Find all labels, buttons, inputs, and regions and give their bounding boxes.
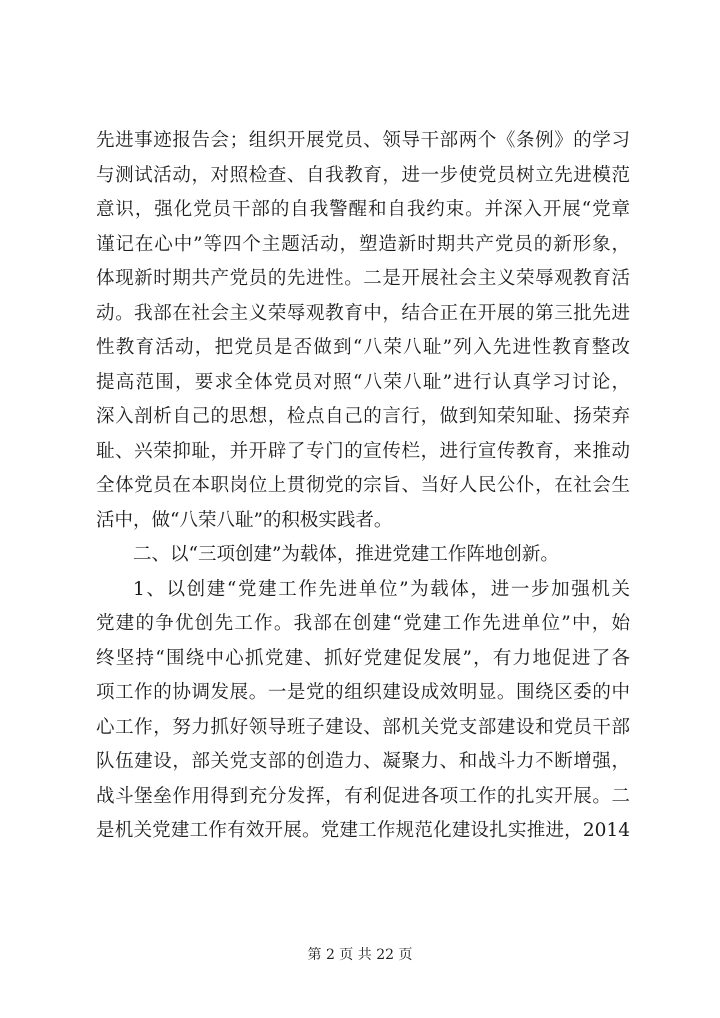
text-line: 全体党员在本职岗位上贯彻党的宗旨、当好人民公仆，在社会生 bbox=[96, 475, 630, 496]
text-line: 党建的争优创先工作。我部在创建“党建工作先进单位”中，始 bbox=[96, 613, 630, 634]
text-line: 动。我部在社会主义荣辱观教育中，结合正在开展的第三批先进 bbox=[96, 302, 630, 324]
text-line: 先进事迹报告会；组织开展党员、领导干部两个《条例》的学习 bbox=[96, 130, 630, 151]
text-line: 队伍建设，部关党支部的创造力、凝聚力、和战斗力不断增强， bbox=[96, 751, 630, 772]
section-heading: 二、以“三项创建”为载体，推进党建工作阵地创新。 bbox=[133, 544, 559, 565]
text-line: 终坚持“围绕中心抓党建、抓好党建促发展”，有力地促进了各 bbox=[96, 647, 630, 669]
text-line: 活中，做“八荣八耻”的积极实践者。 bbox=[96, 509, 393, 531]
text-line: 耻、兴荣抑耻，并开辟了专门的宣传栏，进行宣传教育，来推动 bbox=[96, 440, 630, 462]
body-text bbox=[96, 124, 630, 849]
text-line: 是机关党建工作有效开展。党建工作规范化建设扎实推进，2014 bbox=[96, 820, 630, 841]
text-line: 意识，强化党员干部的自我警醒和自我约束。并深入开展“党章 bbox=[96, 199, 630, 220]
text-line: 心工作，努力抓好领导班子建设、部机关党支部建设和党员干部 bbox=[96, 716, 630, 738]
text-line: 项工作的协调发展。一是党的组织建设成效明显。围绕区委的中 bbox=[96, 682, 630, 703]
text-line: 体现新时期共产党员的先进性。二是开展社会主义荣辱观教育活 bbox=[96, 268, 630, 289]
text-line: 战斗堡垒作用得到充分发挥，有利促进各项工作的扎实开展。二 bbox=[96, 785, 630, 807]
text-line: 与测试活动，对照检查、自我教育，进一步使党员树立先进模范 bbox=[96, 164, 630, 186]
text-line: 提高范围，要求全体党员对照“八荣八耻”进行认真学习讨论， bbox=[96, 371, 630, 393]
text-line: 性教育活动，把党员是否做到“八荣八耻”列入先进性教育整改 bbox=[96, 337, 630, 358]
text-line: 谨记在心中”等四个主题活动，塑造新时期共产党员的新形象， bbox=[96, 233, 630, 255]
page-number-footer: 第 2 页 共 22 页 bbox=[307, 947, 413, 963]
text-line: 深入剖析自己的思想，检点自己的言行，做到知荣知耻、扬荣弃 bbox=[96, 406, 630, 427]
text-line: 1、以创建“党建工作先进单位”为载体，进一步加强机关 bbox=[133, 578, 630, 600]
